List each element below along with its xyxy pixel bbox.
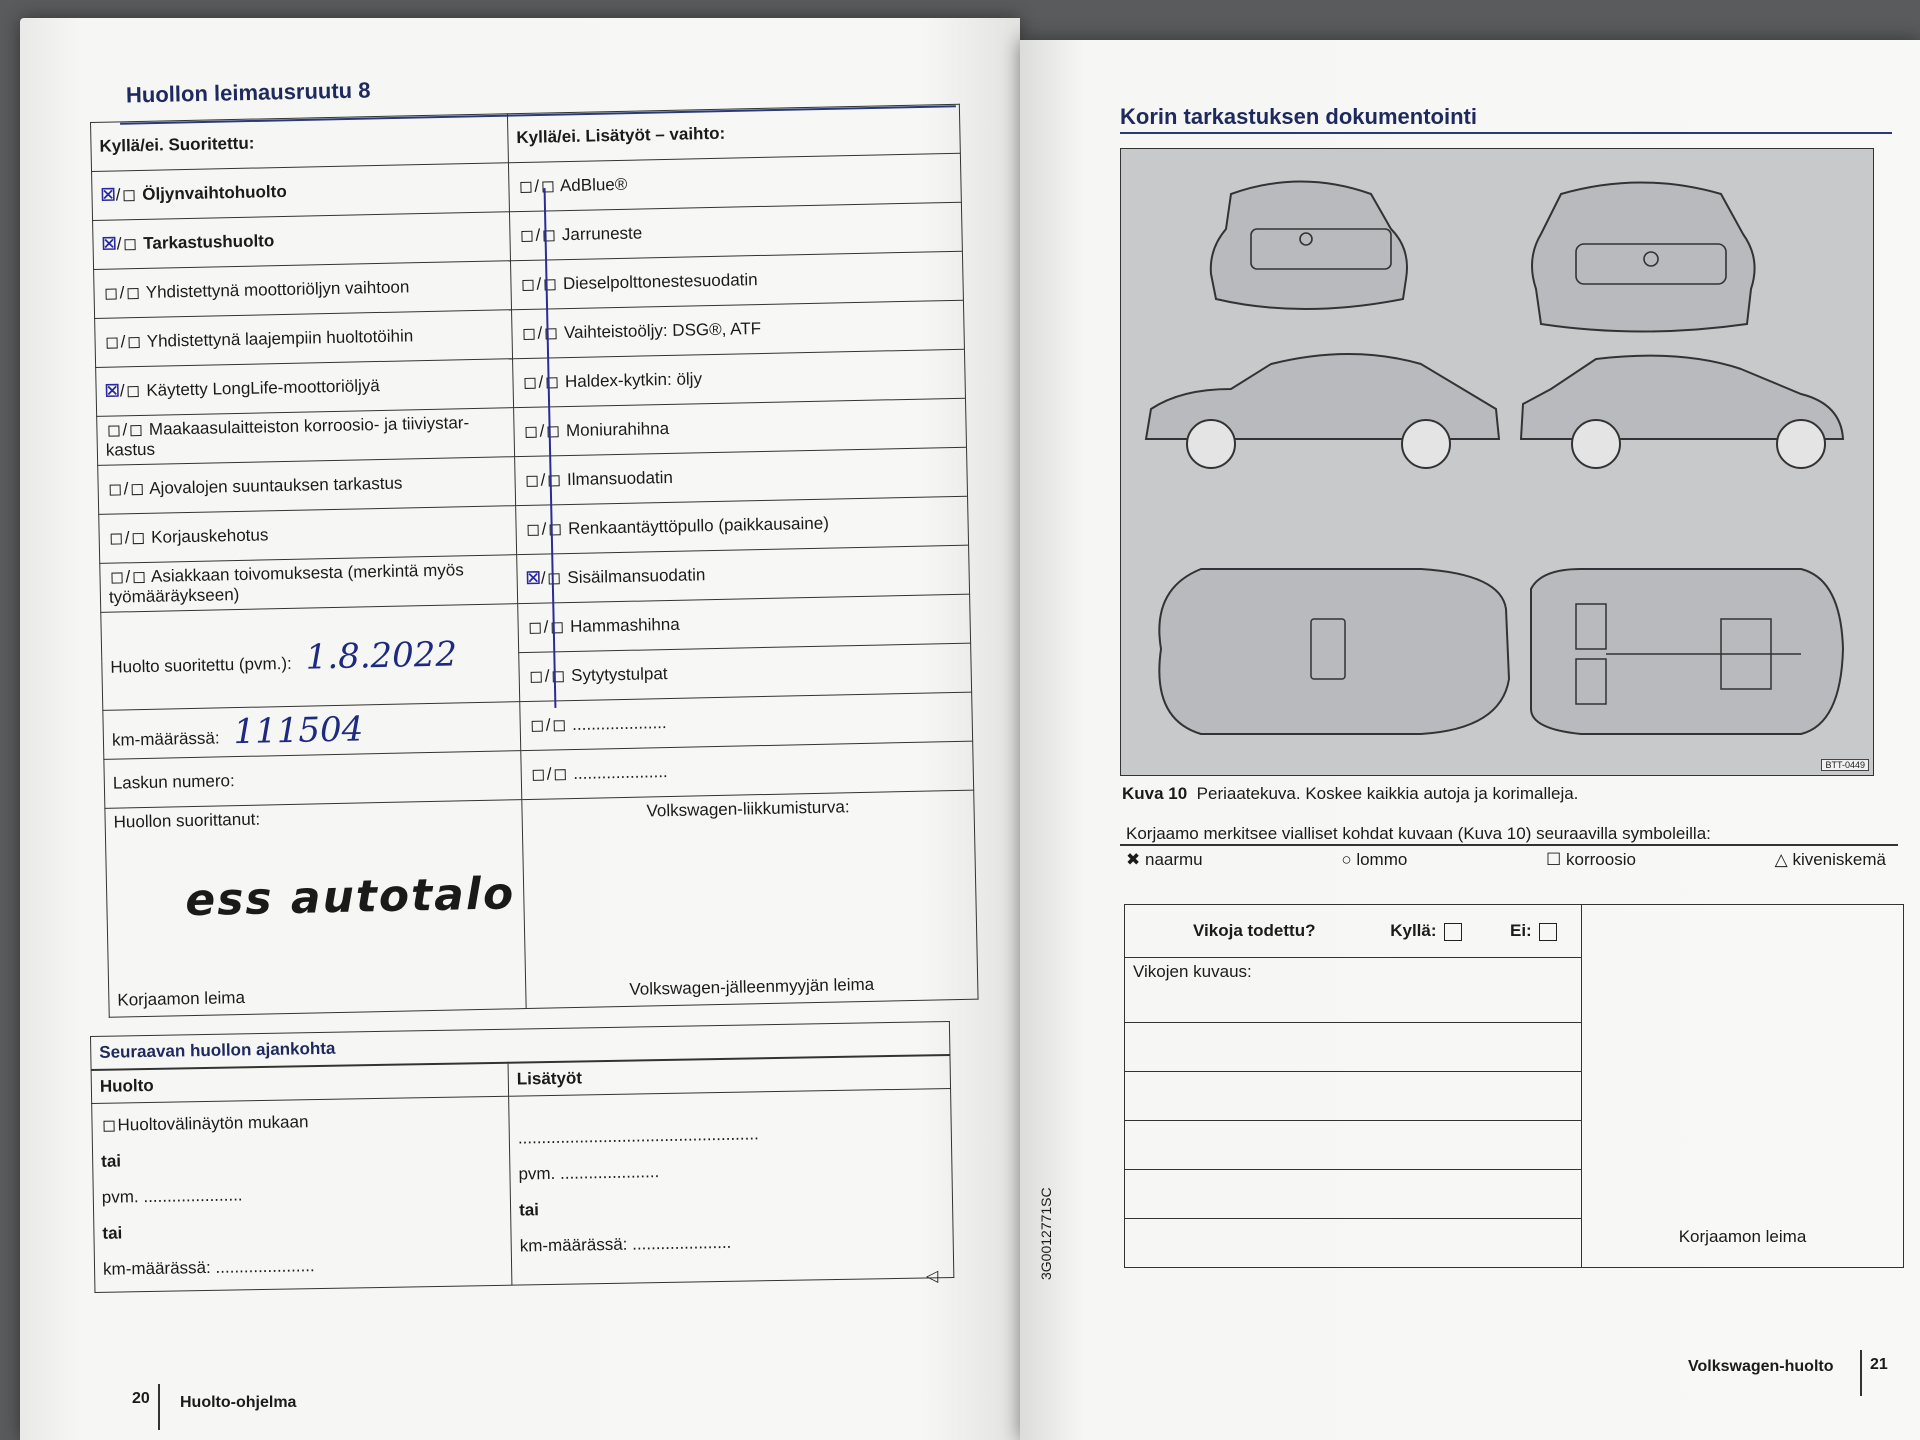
km-cell[interactable] [103,702,521,760]
no-checkbox[interactable] [549,573,560,584]
check-mark-icon: ☒ [104,381,121,401]
no-checkbox[interactable] [124,239,135,250]
right-item-row: / Moniurahihna [514,398,967,456]
right-page [1020,40,1920,1440]
no-checkbox[interactable] [133,572,144,583]
defects-line[interactable] [1125,1170,1582,1219]
next-service-table [90,1021,954,1293]
yes-checkbox[interactable] [527,476,538,487]
yes-checkbox[interactable] [110,484,121,495]
yes-checkbox[interactable] [111,572,122,583]
defects-line[interactable] [1125,1121,1582,1170]
symbol-item [1341,850,1407,870]
dealer-stamp-label: Volkswagen-jälleenmyyjän leima [629,974,875,999]
defects-table [1124,904,1904,1268]
right-item-row: / .................... [520,692,973,750]
no-checkbox[interactable] [128,386,139,397]
left-item-row: / Asiakkaan toivomuksesta (merkintä myös työmääräykseen) [100,555,518,613]
km-label: km-määrässä: [111,728,220,750]
symbol-legend [1126,850,1886,870]
yes-checkbox[interactable] [107,337,118,348]
yes-checkbox[interactable] [523,329,534,340]
right-item-row: / Hammashihna [518,594,971,652]
left-item-label: Korjauskehotus [150,525,269,547]
next-pvm[interactable]: pvm. ..................... [101,1185,243,1207]
side-code: 3G0012771SC [1038,1187,1054,1280]
right-stamp-cell [1582,905,1904,1268]
car-rear-view [1211,182,1407,310]
no-checkbox[interactable] [128,337,139,348]
yes-checkbox[interactable] [524,378,535,389]
defects-yes-checkbox[interactable] [1444,923,1462,941]
next-extra-dots[interactable]: ................................................... [517,1124,759,1148]
left-page [20,18,1020,1440]
right-item-row: / Sytytystulpat [519,643,972,701]
right-item-row: / Vaihteistoöljy: DSG®, ATF [512,300,965,358]
next-extra-or: tai [518,1200,540,1220]
defects-line[interactable] [1125,1219,1582,1268]
next-extra-cell [509,1088,954,1285]
car-diagram[interactable] [1121,149,1873,775]
no-checkbox[interactable] [131,484,142,495]
right-item-label: .................... [571,713,667,735]
right-item-label: Ilmansuodatin [566,467,674,490]
check-mark-icon: ☒ [101,234,118,254]
yes-checkbox[interactable] [533,770,544,781]
left-item-label: Yhdistettynä laajempiin huoltotöihin [146,326,414,351]
guarantee-label: Volkswagen-liikkumisturva: [646,797,850,821]
symbol-glyph-icon: ✖ [1126,850,1141,869]
yes-checkbox[interactable] [525,427,536,438]
yes-checkbox[interactable] [531,672,542,683]
next-or-2: tai [102,1223,123,1243]
date-cell[interactable] [101,604,520,711]
invoice-label: Laskun numero: [112,771,235,793]
symbol-label: korroosio [1566,850,1636,869]
left-page-number: 20 [132,1390,150,1407]
left-item-row: ☒/ Tarkastushuolto [93,212,511,270]
left-item-row: / Maakaasulaitteiston korroosio- ja tiiviystar-kastus [97,408,515,466]
yes-checkbox[interactable] [108,425,119,436]
left-item-label: Öljynvaihtohuolto [142,181,287,204]
right-title-rule [1120,132,1892,134]
right-item-label: Sisäilmansuodatin [567,565,706,588]
right-item-row: / Haldex-kytkin: öljy [513,349,966,407]
next-km[interactable]: km-määrässä: ..................... [102,1256,315,1279]
next-extra-header: Lisätyöt [508,1055,951,1096]
yes-checkbox[interactable] [532,721,543,732]
defects-question: Vikoja todettu? [1193,921,1316,940]
caption-label: Kuva 10 [1122,784,1188,803]
workshop-stamp: ess autotalo [184,868,516,927]
date-value: 1.8.2022 [305,633,458,678]
left-item-label: Asiakkaan toivomuksesta (merkintä myös työmääräykseen) [108,560,464,607]
next-service-option: Huoltovälinäytön mukaan [117,1112,309,1135]
right-item-label: Moniurahihna [565,418,670,441]
right-item-label: Hammashihna [569,614,680,637]
symbol-glyph-icon: ○ [1341,850,1352,869]
right-footer: Volkswagen-huolto [1688,1358,1834,1375]
instruction-rule [1120,844,1898,846]
right-item-label: Vaihteistoöljy: DSG®, ATF [563,318,762,343]
next-service-cell [92,1096,512,1292]
right-item-label: Haldex-kytkin: öljy [564,369,703,392]
car-underbody-view [1531,569,1843,734]
left-page-title: Huollon leimausruutu 8 [125,77,371,108]
left-item-row: / Yhdistettynä moottoriöljyn vaihtoon [94,261,512,319]
symbol-item [1775,850,1886,870]
car-top-view [1159,569,1509,734]
symbol-item [1546,850,1636,870]
right-workshop-stamp-label: Korjaamon leima [1678,1227,1807,1246]
figure-caption [1122,784,1578,804]
left-item-label: Käytetty LongLife-moottoriöljyä [146,375,380,400]
right-page-title: Korin tarkastuksen dokumentointi [1120,104,1477,129]
next-extra-pvm[interactable]: pvm. ..................... [518,1162,660,1184]
yes-checkbox[interactable] [528,525,539,536]
workshop-stamp-label: Korjaamon leima [117,987,246,1010]
right-item-row: / AdBlue® [508,153,961,211]
performer-cell [105,800,526,1018]
no-checkbox[interactable] [130,425,141,436]
left-item-label: Ajovalojen suuntauksen tarkastus [149,473,403,498]
defects-question-cell [1125,905,1582,958]
symbol-label: kiveniskemä [1792,850,1886,869]
triangle-marker-icon: ◁ [926,1268,939,1285]
defects-desc-cell[interactable] [1125,958,1582,1023]
invoice-cell[interactable] [104,751,522,809]
defects-no-checkbox[interactable] [1539,923,1557,941]
no-checkbox[interactable] [127,288,138,299]
date-label: Huolto suoritettu (pvm.): [110,653,292,677]
right-page-number: 21 [1870,1356,1888,1373]
yes-checkbox[interactable] [530,623,541,634]
right-item-row: / Jarruneste [509,202,962,260]
yes-checkbox[interactable] [111,533,122,544]
no-checkbox[interactable] [123,190,134,201]
symbol-instruction: Korjaamo merkitsee vialliset kohdat kuvaan (Kuva 10) seuraavilla symboleilla: [1126,824,1711,843]
left-item-row: / Yhdistettynä laajempiin huoltotöihin [95,310,513,368]
no-checkbox[interactable] [554,769,565,780]
yes-checkbox[interactable] [520,182,531,193]
yes-checkbox[interactable] [105,288,116,299]
symbol-label: naarmu [1144,850,1203,869]
left-item-row: ☒/ Käytetty LongLife-moottoriöljyä [96,359,514,417]
yes-checkbox[interactable] [521,231,532,242]
next-extra-km[interactable]: km-määrässä: ..................... [519,1232,732,1256]
symbol-glyph-icon: ☐ [1546,850,1562,869]
defects-no-label: Ei: [1509,921,1532,940]
km-value: 111504 [233,709,364,753]
defects-line[interactable] [1125,1072,1582,1121]
right-item-row: ☒/ Sisäilmansuodatin [517,545,970,603]
right-item-row: / .................... [521,741,974,799]
right-item-label: Jarruneste [561,223,643,245]
no-checkbox[interactable] [132,533,143,544]
left-item-label: Tarkastushuolto [143,231,275,253]
figure-code: BTT-0449 [1821,759,1869,771]
defects-yes-label: Kyllä: [1390,921,1437,940]
footer-divider [158,1384,160,1430]
symbol-label: lommo [1356,850,1408,869]
next-or-1: tai [101,1151,122,1171]
next-service-title: Seuraavan huollon ajankohta [99,1038,336,1062]
car-diagram-panel [1120,148,1874,776]
symbol-glyph-icon: △ [1774,850,1788,869]
caption-text: Periaatekuva. Koskee kaikkia autoja ja korimalleja. [1196,784,1579,803]
next-service-checkbox[interactable] [103,1121,114,1132]
col-right-header: Kyllä/ei. Lisätyöt – vaihto: [507,104,960,162]
col-left-header: Kyllä/ei. Suoritettu: [91,114,509,172]
left-item-label: Yhdistettynä moottoriöljyn vaihtoon [145,277,410,302]
next-service-header: Huolto [91,1063,509,1104]
car-front-view [1532,183,1755,332]
left-item-row: / Ajovalojen suuntauksen tarkastus [98,457,516,515]
check-mark-icon: ☒ [525,568,542,588]
right-item-label: Sytytystulpat [570,664,668,686]
left-item-label: Maakaasulaitteiston korroosio- ja tiiviystar-kastus [105,413,470,460]
right-item-row: / Ilmansuodatin [515,447,968,505]
symbol-item [1126,850,1203,870]
defects-line[interactable] [1125,1023,1582,1072]
right-item-label: Renkaantäyttöpullo (paikkausaine) [567,513,830,539]
yes-checkbox[interactable] [522,280,533,291]
performer-label: Huollon suorittanut: [113,809,261,832]
right-item-row: / Renkaantäyttöpullo (paikkausaine) [516,496,969,554]
dealer-cell [522,790,978,1008]
left-footer: Huolto-ohjelma [180,1394,297,1411]
no-checkbox[interactable] [553,720,564,731]
defects-desc-label: Vikojen kuvaus: [1133,962,1252,981]
right-footer-divider [1860,1350,1862,1396]
left-item-row: / Korjauskehotus [99,506,517,564]
service-stamp-table [90,104,979,1018]
left-item-row: ☒/ Öljynvaihtohuolto [92,163,510,221]
right-item-label: .................... [573,762,668,784]
right-item-row: / Dieselpolttonestesuodatin [510,251,963,309]
right-item-label: AdBlue® [559,174,628,196]
right-item-label: Dieselpolttonestesuodatin [562,270,758,294]
check-mark-icon: ☒ [100,185,116,205]
